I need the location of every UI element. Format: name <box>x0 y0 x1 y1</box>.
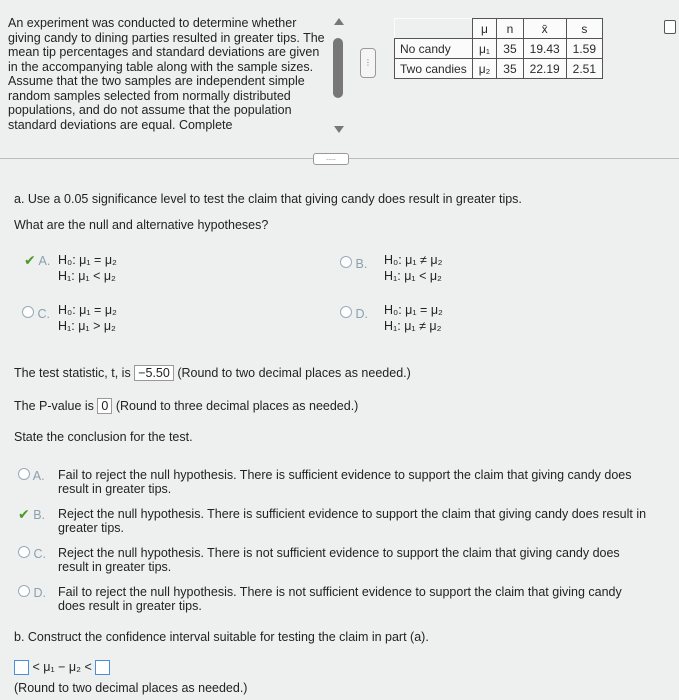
null-hypothesis: H₀: μ₁ = μ₂ <box>58 303 117 317</box>
test-statistic-answer[interactable]: −5.50 <box>134 365 174 381</box>
option-letter: D. <box>355 307 368 321</box>
scroll-up-arrow-icon[interactable] <box>334 18 344 25</box>
table-cell: No candy <box>395 39 473 59</box>
hypothesis-option-a[interactable] <box>24 252 117 283</box>
table-cell: μ₂ <box>472 59 497 79</box>
hypothesis-option-c[interactable] <box>22 303 117 333</box>
table-header-cell: s <box>566 19 602 39</box>
scrollbar-thumb[interactable] <box>333 38 343 98</box>
radio-button[interactable] <box>18 585 30 597</box>
table-header-cell <box>395 19 473 39</box>
part-b-round-note: (Round to two decimal places as needed.) <box>14 681 248 695</box>
data-table <box>394 18 603 79</box>
option-letter: B. <box>33 508 46 522</box>
hypothesis-option-b[interactable] <box>340 253 443 283</box>
pvalue-answer[interactable]: 0 <box>97 398 112 414</box>
copy-icon[interactable] <box>664 20 676 34</box>
table-row <box>395 59 603 79</box>
option-text: Fail to reject the null hypothesis. There is not sufficient evidence to support the claim that giving candy does result in greater tips. <box>58 585 622 613</box>
pvalue-note: (Round to three decimal places as needed.) <box>115 399 359 413</box>
radio-button[interactable] <box>22 306 34 318</box>
table-cell: 1.59 <box>566 39 602 59</box>
table-cell: 22.19 <box>523 59 566 79</box>
null-hypothesis: H₀: μ₁ ≠ μ₂ <box>384 253 443 267</box>
radio-button[interactable] <box>340 306 352 318</box>
table-cell: 35 <box>497 39 523 59</box>
part-b-prompt: b. Construct the confidence interval suitable for testing the claim in part (a). <box>14 630 429 644</box>
conclusion-option-d[interactable] <box>18 585 658 615</box>
pvalue-line <box>14 398 358 414</box>
hypothesis-option-d[interactable] <box>340 303 443 333</box>
option-letter: C. <box>33 547 46 561</box>
option-letter: B. <box>355 257 368 271</box>
alt-hypothesis: H₁: μ₁ < μ₂ <box>58 269 116 283</box>
part-a-prompt: a. Use a 0.05 significance level to test the claim that giving candy does result in greater tips. <box>14 192 522 206</box>
scroll-down-arrow-icon[interactable] <box>334 126 344 133</box>
table-header-cell: n <box>497 19 523 39</box>
test-statistic-prefix: The test statistic, t, is <box>14 366 131 380</box>
option-text: Reject the null hypothesis. There is sufficient evidence to support the claim that giving candy does result in greater tips. <box>58 507 647 535</box>
table-cell: Two candies <box>395 59 473 79</box>
table-header-row <box>395 19 603 39</box>
null-hypothesis: H₀: μ₁ = μ₂ <box>384 303 443 317</box>
confidence-interval-row <box>14 660 110 675</box>
table-cell: 19.43 <box>523 39 566 59</box>
option-text: Reject the null hypothesis. There is not sufficient evidence to support the claim that giving candy does result in greater tips. <box>58 546 620 574</box>
lower-bound-input[interactable] <box>14 660 29 675</box>
test-statistic-note: (Round to two decimal places as needed.) <box>177 366 411 380</box>
alt-hypothesis: H₁: μ₁ ≠ μ₂ <box>384 319 442 333</box>
alt-hypothesis: H₁: μ₁ > μ₂ <box>58 319 116 333</box>
interval-expression: < μ₁ − μ₂ < <box>32 660 92 674</box>
table-header-cell: μ <box>472 19 497 39</box>
table-cell: 35 <box>497 59 523 79</box>
option-letter: A. <box>32 469 45 483</box>
test-statistic-line <box>14 365 411 381</box>
option-letter: C. <box>37 307 50 321</box>
checkmark-icon: ✔ <box>18 506 30 522</box>
radio-button[interactable] <box>340 256 352 268</box>
null-hypothesis: H₀: μ₁ = μ₂ <box>58 253 117 267</box>
option-letter: D. <box>33 586 46 600</box>
splitter-handle[interactable]: ⋮ <box>360 48 376 78</box>
checkmark-icon: ✔ <box>24 252 36 268</box>
more-button[interactable]: ..... <box>313 153 349 165</box>
alt-hypothesis: H₁: μ₁ < μ₂ <box>384 269 442 283</box>
option-text: Fail to reject the null hypothesis. There is sufficient evidence to support the claim that giving candy does result in greater tips. <box>58 468 632 496</box>
conclusion-prompt: State the conclusion for the test. <box>14 430 193 444</box>
table-header-cell: x̄ <box>523 19 566 39</box>
table-row <box>395 39 603 59</box>
option-letter: A. <box>38 254 51 268</box>
conclusion-option-b[interactable] <box>18 507 658 537</box>
pvalue-prefix: The P-value is <box>14 399 94 413</box>
radio-button[interactable] <box>18 468 30 480</box>
upper-bound-input[interactable] <box>95 660 110 675</box>
hypotheses-question: What are the null and alternative hypotheses? <box>14 218 269 232</box>
radio-button[interactable] <box>18 546 30 558</box>
problem-intro: An experiment was conducted to determine whether giving candy to dining parties resulted in greater tips. The mean tip percentages and standard deviations are given in the accompanying table along with the sample sizes. Assume that the two samples are independent simple random samples selected from normally distributed populations, and do not assume that the population standard deviations are equal. Complete <box>8 16 325 132</box>
table-cell: μ₁ <box>472 39 497 59</box>
conclusion-option-c[interactable] <box>18 546 658 576</box>
conclusion-option-a[interactable] <box>18 468 658 498</box>
table-cell: 2.51 <box>566 59 602 79</box>
